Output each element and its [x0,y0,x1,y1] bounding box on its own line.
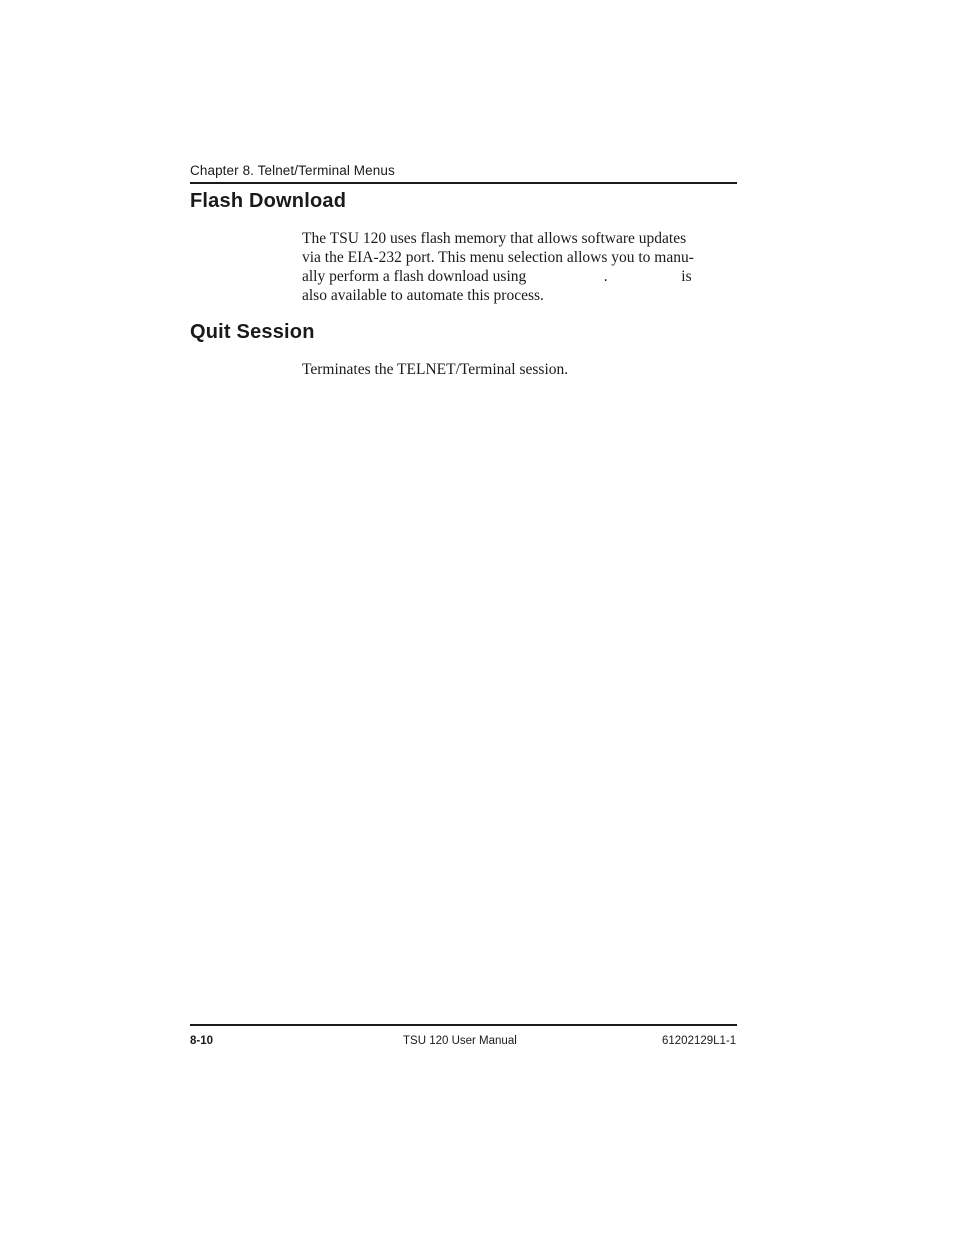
paragraph-line: via the EIA-232 port. This menu selection allows you to manu- [302,249,694,266]
paragraph-line: Terminates the TELNET/Terminal session. [302,361,569,378]
section-heading-flash-download: Flash Download [190,190,347,212]
header-rule [190,182,737,184]
quit-session-paragraph [302,360,742,379]
section-heading-quit-session: Quit Session [190,321,315,343]
part-number: 61202129L1-1 [662,1035,737,1047]
paragraph-line: The TSU 120 uses flash memory that allows software updates [302,230,687,247]
page-number: 8-10 [190,1035,214,1047]
running-head: Chapter 8. Telnet/Terminal Menus [190,163,395,178]
paragraph-line: ally perform a flash download using . is [302,268,692,285]
paragraph-line: also available to automate this process. [302,287,544,304]
footer-rule [190,1024,737,1026]
manual-title: TSU 120 User Manual [403,1035,517,1047]
flash-download-paragraph [302,229,742,305]
